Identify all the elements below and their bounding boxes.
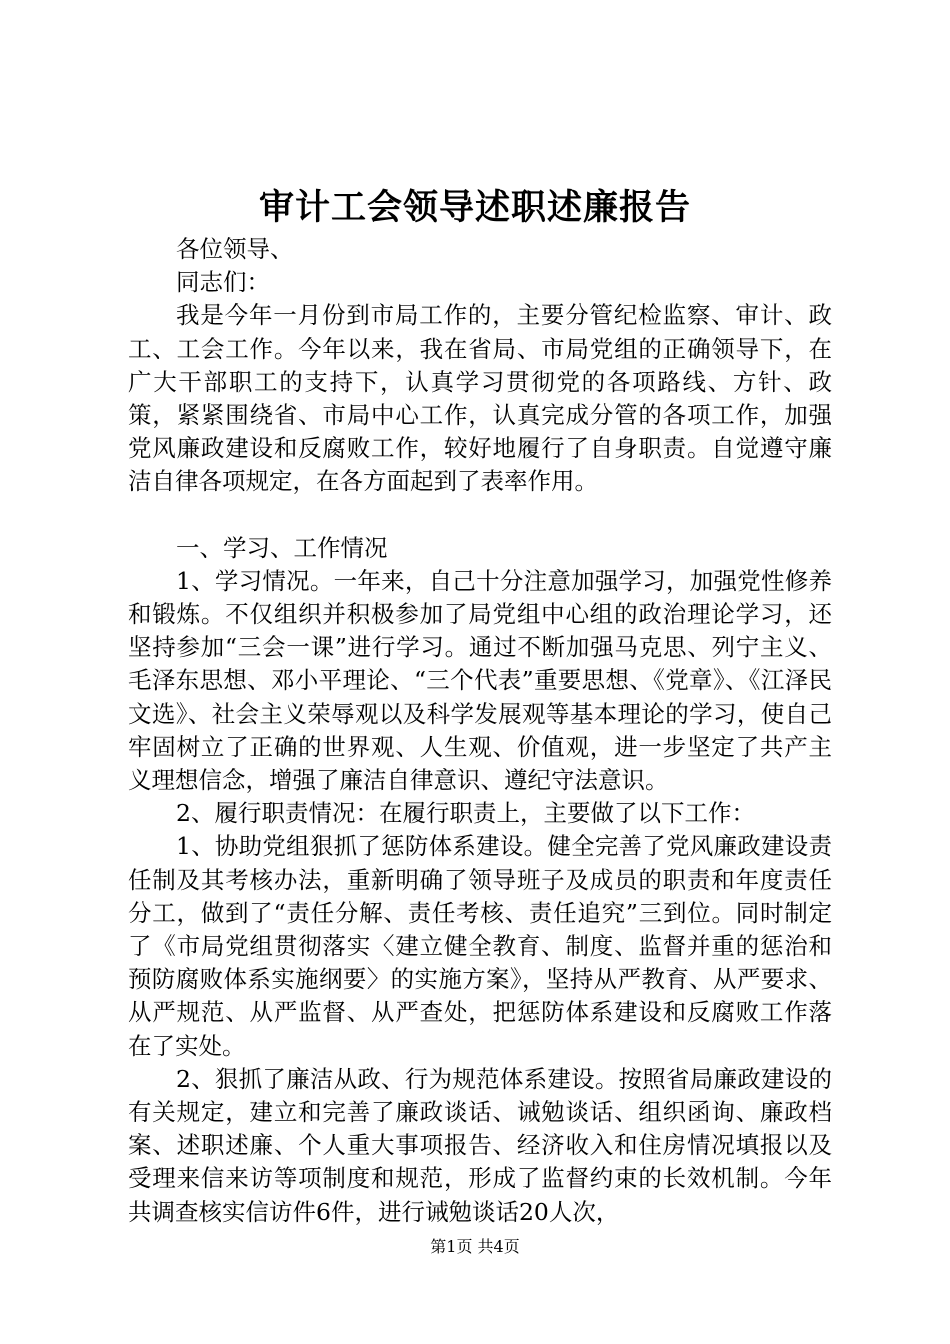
duty-item-1-paragraph: 1、协助党组狠抓了惩防体系建设。健全完善了党风廉政建设责任制及其考核办法，重新明确了领导班子及成员的职责和年度责任分工，做到了“责任分解、责任考核、责任追究”三到位。同时制定了《市局党组贯彻落实〈建立健全教育、制度、监督并重的惩治和预防腐败体系实施纲要〉的实施方案》，坚持从严教育、从严要求、从严规范、从严监督、从严查处，把惩防体系建设和反腐败工作落在了实处。 bbox=[128, 832, 832, 1060]
section-heading-study-work: 一、学习、工作情况 bbox=[176, 533, 388, 562]
intro-paragraph: 我是今年一月份到市局工作的，主要分管纪检监察、审计、政工、工会工作。今年以来，我在省局、市局党组的正确领导下，在广大干部职工的支持下，认真学习贯彻党的各项路线、方针、政策，紧紧围绕省、市局中心工作，认真完成分管的各项工作，加强党风廉政建设和反腐败工作，较好地履行了自身职责。自觉遵守廉洁自律各项规定，在各方面起到了表率作用。 bbox=[128, 301, 832, 496]
paragraph-spacer bbox=[128, 499, 832, 532]
salutation-comrades: 同志们： bbox=[176, 268, 270, 297]
study-paragraph: 1、学习情况。一年来，自己十分注意加强学习，加强党性修养和锻炼。不仅组织并积极参加了局党组中心组的政治理论学习，还坚持参加“三会一课”进行学习。通过不断加强马克思、列宁主义、毛泽东思想、邓小平理论、“三个代表”重要思想、《党章》、《江泽民文选》、社会主义荣辱观以及科学发展观等基本理论的学习，使自己牢固树立了正确的世界观、人生观、价值观，进一步坚定了共产主义理想信念，增强了廉洁自律意识、遵纪守法意识。 bbox=[128, 566, 832, 795]
page-footer: 第1页 共4页 bbox=[430, 1237, 520, 1256]
document-title: 审计工会领导述职述廉报告 bbox=[258, 187, 691, 228]
document-body bbox=[128, 233, 832, 1229]
duty-intro-paragraph: 2、履行职责情况：在履行职责上，主要做了以下工作： bbox=[176, 799, 755, 828]
salutation-leaders: 各位领导、 bbox=[176, 235, 294, 263]
duty-item-2-paragraph: 2、狠抓了廉洁从政、行为规范体系建设。按照省局廉政建设的有关规定，建立和完善了廉政谈话、诫勉谈话、组织函询、廉政档案、述职述廉、个人重大事项报告、经济收入和住房情况填报以及受理来信来访等项制度和规范，形成了监督约束的长效机制。今年共调查核实信访件6件，进行诫勉谈话20人次， bbox=[128, 1064, 832, 1226]
